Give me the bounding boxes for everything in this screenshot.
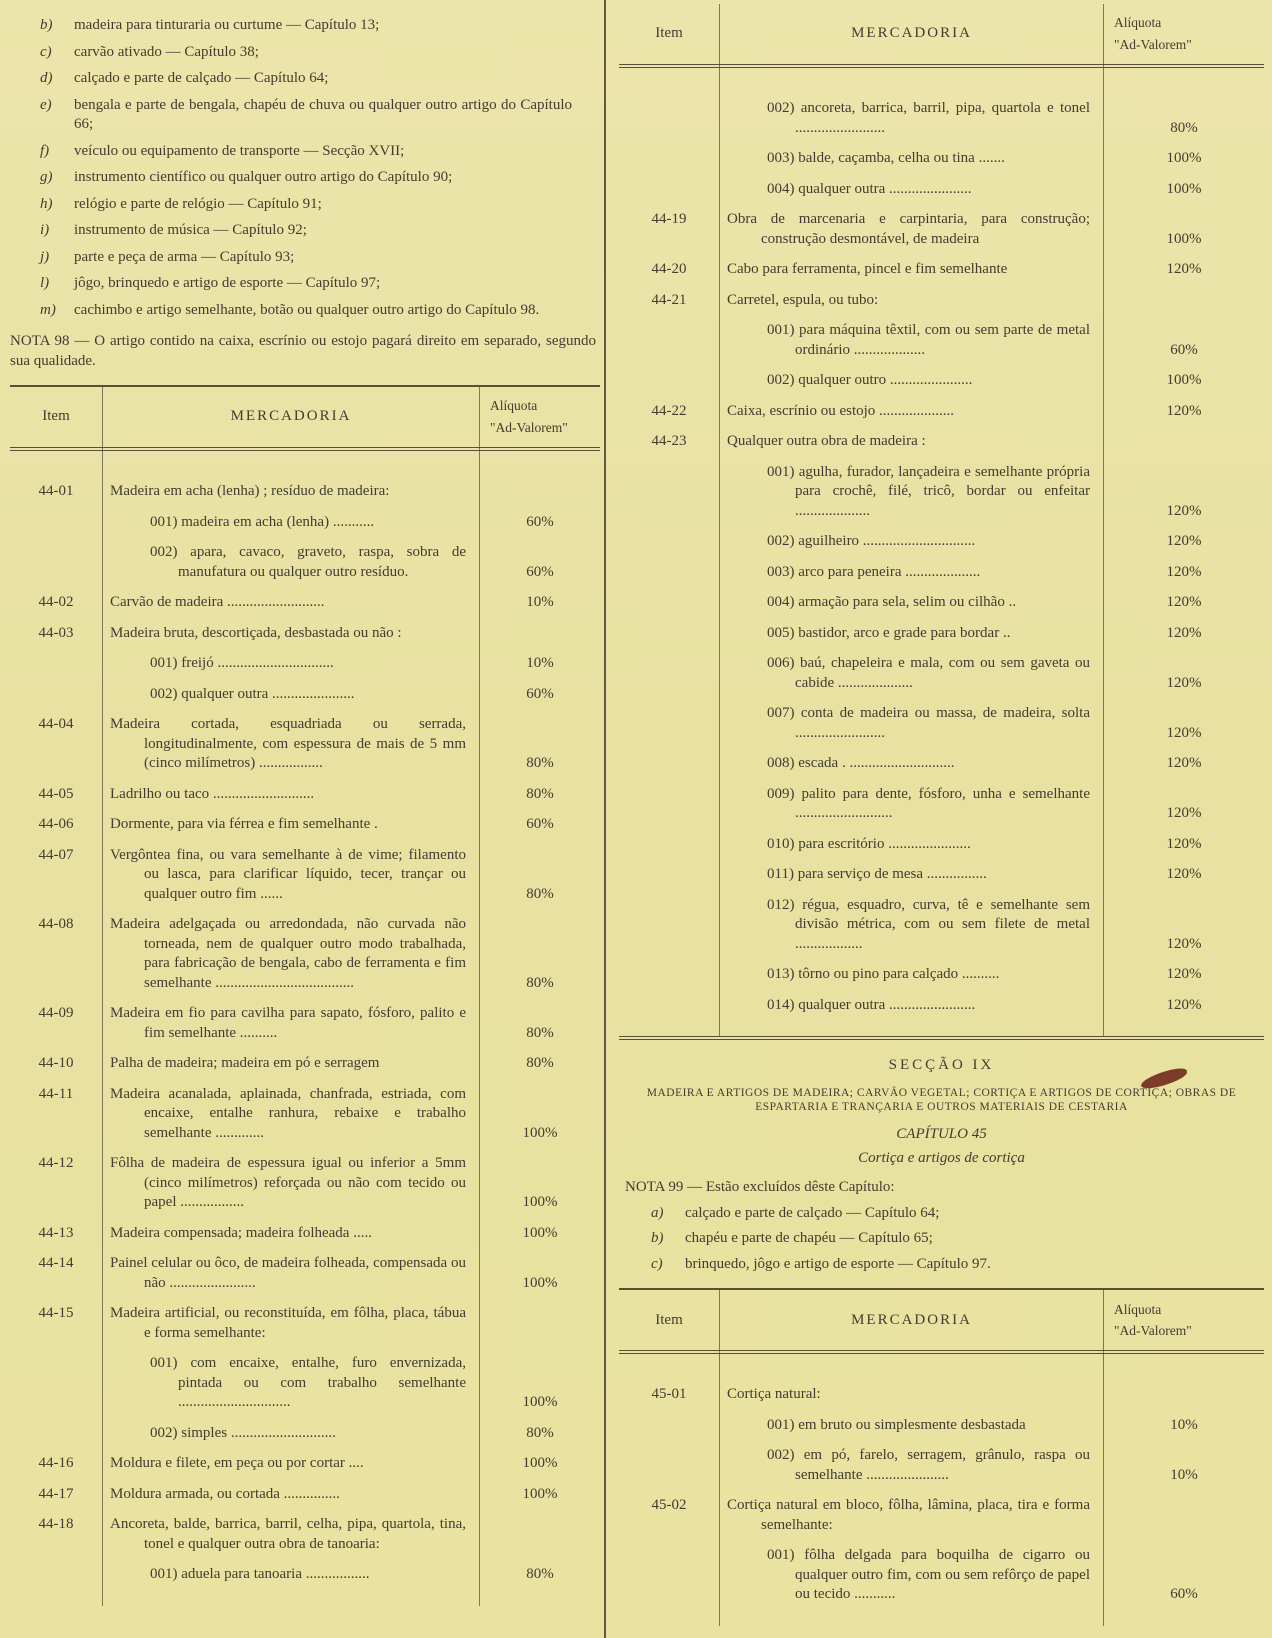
left-column [0,0,604,1638]
table-row [619,463,1264,522]
table-row [619,624,1264,644]
mercadoria-text: 002) simples ............................ [150,1424,336,1441]
item-code [619,624,719,644]
aliquota-value: 100% [1166,180,1202,197]
table-row [10,685,600,705]
column-rule [1103,1290,1104,1626]
header-mercadoria: MERCADORIA [851,1311,972,1328]
table-row [619,180,1264,200]
mercadoria-text: 010) para escritório ...................... [767,835,971,852]
column-rule [719,4,720,1036]
item-code: 44-23 [651,433,687,449]
item-code: 44-08 [38,916,74,932]
item-text: parte e peça de arma — Capítulo 93; [74,248,295,265]
table-row [10,1254,600,1293]
table-row [619,896,1264,955]
section-title: SECÇÃO IX [888,1057,995,1073]
item-code: 44-15 [38,1305,74,1321]
nota-99: NOTA 99 — Estão excluídos dêste Capítulo: [625,1179,895,1196]
item-code: 44-19 [651,211,687,227]
table-row [10,785,600,805]
table-row [10,1424,600,1444]
item-code: 44-10 [38,1055,74,1071]
item-code: 44-05 [38,785,74,802]
item-code: 44-20 [651,261,687,277]
header-mercadoria: MERCADORIA [851,25,972,42]
item-code: 44-12 [38,1155,74,1171]
table-row [619,996,1264,1016]
aliquota-value: 100% [522,1485,558,1502]
aliquota-value: 120% [1166,755,1202,771]
table-header [619,1290,1264,1354]
table-row [10,915,600,993]
aliquota-value: 100% [522,1124,558,1141]
mercadoria-text: 002) em pó, farelo, serragem, grânulo, raspa ou semelhante ...................... [767,1447,1090,1483]
item-code [619,704,719,743]
mercadoria-text: 001) aduela para tanoaria ................. [150,1566,370,1582]
aliquota-value: 10% [1170,1416,1198,1433]
item-code [619,1546,719,1605]
item-letter: c) [40,43,52,60]
mercadoria-text: Madeira compensada; madeira folheada ..... [110,1224,372,1241]
item-code [10,1424,102,1444]
table-body [619,1354,1264,1626]
table-row [619,593,1264,613]
table-row [10,1154,600,1213]
mercadoria-text: Madeira acanalada, aplainada, chanfrada, estriada, com encaixe, entalhe ranhura, rebaixe e trabalho semelhante ............. [110,1085,466,1141]
item-letter: j) [40,248,50,265]
table-row [10,1485,600,1505]
column-rule [1103,4,1104,1036]
column-rule [102,387,103,1606]
mercadoria-text: Madeira em acha (lenha) ; resíduo de madeira: [110,483,390,499]
header-item: Item [655,25,683,42]
item-letter: e) [40,96,52,113]
table-row [619,402,1264,422]
table-row [619,149,1264,169]
table-row [10,1224,600,1244]
chapter-subheading: Cortiça e artigos de cortiça [858,1149,1025,1166]
chapter-heading: CAPÍTULO 45 [896,1126,987,1143]
aliquota-value: 120% [1166,835,1202,852]
item-code: 44-04 [38,716,74,732]
item-code [619,654,719,693]
mercadoria-text: 002) qualquer outro ...................... [767,372,973,388]
mercadoria-text: 002) qualquer outra ...................... [150,685,355,702]
mercadoria-text: Ancoreta, balde, barrica, barril, celha, pipa, quartola, tina, tonel e qualquer outra obra de tanoaria: [110,1516,466,1552]
mercadoria-text: 001) agulha, furador, lançadeira e semelhante própria para crochê, filé, tricô, bordar ou enfeitar .................... [767,463,1090,519]
mercadoria-text: 003) balde, caçamba, celha ou tina ....... [767,150,1005,166]
aliquota-value: 120% [1166,966,1202,982]
aliquota-value: 100% [522,1224,558,1241]
mercadoria-text: Palha de madeira; madeira em pó e serragem [110,1055,380,1071]
exclusion-item [40,96,572,135]
exclusion-item [40,16,572,36]
aliquota-value: 10% [1170,1466,1198,1483]
mercadoria-text: 004) qualquer outra ...................... [767,180,972,197]
item-code: 44-11 [38,1085,74,1102]
bottom-tariff-table [619,1288,1264,1626]
table-row [619,1546,1264,1605]
table-row [619,965,1264,985]
item-letter: h) [40,195,53,212]
table-body [619,68,1264,1036]
item-text: jôgo, brinquedo e artigo de esporte — Capítulo 97; [74,275,381,291]
table-row [619,1446,1264,1485]
mercadoria-text: 001) freijó ............................... [150,655,334,671]
item-text: veículo ou equipamento de transporte — Secção XVII; [74,142,405,159]
exclusion-item [40,142,572,162]
item-code [10,1354,102,1413]
item-code: 44-09 [38,1005,74,1021]
aliquota-value: 100% [1166,230,1202,247]
aliquota-value: 120% [1166,502,1202,519]
item-text: cachimbo e artigo semelhante, botão ou qualquer outro artigo do Capítulo 98. [74,301,540,318]
aliquota-value: 100% [522,1394,558,1410]
item-text: instrumento de música — Capítulo 92; [74,222,307,238]
table-row [619,563,1264,583]
right-tariff-table [619,4,1264,1040]
aliquota-value: 60% [1170,341,1198,358]
item-code [619,563,719,583]
table-row [10,1454,600,1474]
table-row [619,835,1264,855]
item-code: 44-06 [38,816,74,832]
table-row [619,1416,1264,1436]
chapter-exclusions-list [10,16,600,320]
aliquota-value: 80% [526,974,554,991]
aliquota-value: 120% [1166,624,1202,641]
aliquota-value: 80% [1170,119,1198,136]
header-item: Item [655,1311,683,1328]
aliquota-value: 10% [526,594,554,610]
section-ix [625,1056,1258,1274]
table-row [619,291,1264,311]
table-row [619,654,1264,693]
table-row [10,513,600,533]
item-text: madeira para tinturaria ou curtume — Capítulo 13; [74,17,380,33]
mercadoria-text: Madeira adelgaçada ou arredondada, não curvada não torneada, nem de qualquer outro modo trabalhada, para fabricação de bengala, cabo de ferramenta e fim semelhante ..................................... [110,916,466,991]
mercadoria-text: Madeira bruta, descortiçada, desbastada ou não : [110,624,402,641]
table-row [619,532,1264,552]
mercadoria-text: 002) apara, cavaco, graveto, raspa, sobra de manufatura ou qualquer outro resíduo. [150,544,466,580]
aliquota-value: 80% [526,1424,554,1441]
item-letter: b) [651,1230,664,1247]
item-code [619,180,719,200]
aliquota-value: 100% [522,1274,558,1291]
exclusion-item [651,1204,1238,1224]
table-row [619,1385,1264,1405]
aliquota-value: 60% [1170,1586,1198,1603]
table-row [619,754,1264,774]
header-mercadoria: MERCADORIA [230,408,352,425]
exclusion-item [651,1255,1238,1275]
mercadoria-text: 006) baú, chapeleira e mala, com ou sem gaveta ou cabide .................... [767,655,1090,691]
aliquota-value: 80% [526,785,554,802]
exclusion-item [40,248,572,268]
item-code [619,149,719,169]
aliquota-value: 80% [526,755,554,771]
mercadoria-text: Ladrilho ou taco ........................... [110,785,315,802]
item-letter: i) [40,222,50,238]
mercadoria-text: 002) ancoreta, barrica, barril, pipa, quartola e tonel ........................ [767,100,1090,136]
item-letter: a) [651,1204,664,1221]
header-aliquota: Alíquota "Ad-Valorem" [1114,15,1192,52]
item-text: calçado e parte de calçado — Capítulo 64; [685,1204,940,1221]
item-code: 44-18 [38,1516,74,1532]
item-code [10,543,102,582]
item-code [619,996,719,1016]
item-code: 45-01 [651,1386,687,1403]
item-text: brinquedo, jôgo e artigo de esporte — Capítulo 97. [685,1255,991,1272]
table-row [10,1085,600,1144]
item-code [619,865,719,885]
exclusion-item [40,195,572,215]
mercadoria-text: 012) régua, esquadro, curva, tê e semelhante sem divisão métrica, com ou sem filete de metal .................. [767,896,1090,952]
mercadoria-text: Cortiça natural: [727,1386,821,1403]
item-code: 44-21 [651,291,687,308]
item-code [619,463,719,522]
item-code [619,965,719,985]
item-code: 44-01 [38,483,74,499]
item-code [619,532,719,552]
item-text: calçado e parte de calçado — Capítulo 64; [74,70,329,86]
aliquota-value: 120% [1166,805,1202,821]
aliquota-value: 120% [1166,563,1202,580]
mercadoria-text: Cortiça natural em bloco, fôlha, lâmina, placa, tira e forma semelhante: [727,1497,1090,1533]
mercadoria-text: Cabo para ferramenta, pincel e fim semelhante [727,261,1008,277]
item-code [619,896,719,955]
exclusion-item [40,69,572,89]
mercadoria-text: Madeira cortada, esquadriada ou serrada, longitudinalmente, com espessura de mais de 5 mm (cinco milímetros) ................. [110,716,466,771]
table-row [619,210,1264,249]
table-header [10,387,600,451]
left-tariff-table [10,385,600,1606]
item-code [619,593,719,613]
aliquota-value: 80% [526,1055,554,1071]
aliquota-value: 120% [1166,724,1202,741]
mercadoria-text: 008) escada . ............................ [767,755,955,771]
header-item: Item [42,408,70,425]
item-code [619,1416,719,1436]
aliquota-value: 120% [1166,594,1202,610]
column-rule [479,387,480,1606]
table-row [10,715,600,774]
aliquota-value: 100% [522,1455,558,1471]
table-row [10,624,600,644]
item-letter: c) [651,1255,663,1272]
aliquota-value: 120% [1166,866,1202,882]
item-code [619,1446,719,1485]
item-code [619,785,719,824]
aliquota-value: 120% [1166,533,1202,549]
table-row [10,593,600,613]
mercadoria-text: Madeira em fio para cavilha para sapato, fósforo, palito e fim semelhante .......... [110,1005,466,1041]
exclusion-item [40,274,572,294]
item-code: 45-02 [651,1497,687,1514]
mercadoria-text: Moldura armada, ou cortada ............... [110,1485,340,1502]
mercadoria-text: Vergôntea fina, ou vara semelhante à de vime; filamento ou lasca, para clarificar líquido, tecer, trançar ou qualquer outro fim ...... [110,846,466,902]
table-row [10,1054,600,1074]
mercadoria-text: Caixa, escrínio ou estojo .................... [727,402,955,419]
item-code [10,1565,102,1585]
item-code: 44-22 [651,402,687,419]
mercadoria-text: 001) em bruto ou simplesmente desbastada [767,1416,1026,1433]
aliquota-value: 100% [1166,150,1202,166]
aliquota-value: 100% [1166,372,1202,388]
aliquota-value: 80% [526,1024,554,1041]
table-header [619,4,1264,68]
item-code [619,321,719,360]
chapter-45-exclusions-list [625,1204,1258,1275]
aliquota-value: 80% [526,885,554,902]
item-letter: m) [40,301,56,318]
item-text: chapéu e parte de chapéu — Capítulo 65; [685,1230,933,1247]
mercadoria-text: Painel celular ou ôco, de madeira folheada, compensada ou não ....................... [110,1255,466,1291]
table-row [10,1565,600,1585]
item-code [619,371,719,391]
mercadoria-text: 002) aguilheiro .............................. [767,533,976,549]
aliquota-value: 60% [526,563,554,580]
table-row [619,704,1264,743]
item-code [10,513,102,533]
right-column [607,0,1272,1638]
mercadoria-text: 001) para máquina têxtil, com ou sem parte de metal ordinário ................... [767,322,1090,358]
table-row [10,543,600,582]
mercadoria-text: 014) qualquer outra ....................... [767,996,976,1013]
mercadoria-text: Qualquer outra obra de madeira : [727,433,926,449]
item-code: 44-03 [38,624,74,641]
item-code: 44-13 [38,1224,74,1241]
mercadoria-text: 001) madeira em acha (lenha) ........... [150,513,375,530]
table-row [10,1354,600,1413]
mercadoria-text: 011) para serviço de mesa ................ [767,866,987,882]
table-row [619,865,1264,885]
table-row [10,846,600,905]
item-code [10,685,102,705]
table-row [10,654,600,674]
mercadoria-text: Carvão de madeira .......................... [110,594,325,610]
item-code [619,754,719,774]
mercadoria-text: Dormente, para via férrea e fim semelhante . [110,816,378,832]
item-code: 44-14 [38,1255,74,1271]
mercadoria-text: 005) bastidor, arco e grade para bordar .. [767,624,1011,641]
mercadoria-text: 013) tôrno ou pino para calçado .......... [767,966,1000,982]
column-rule [719,1290,720,1626]
item-code [10,654,102,674]
aliquota-value: 100% [522,1194,558,1210]
exclusion-item [651,1229,1238,1249]
table-row [619,321,1264,360]
table-row [619,432,1264,452]
item-letter: d) [40,70,53,86]
mercadoria-text: Madeira artificial, ou reconstituída, em fôlha, placa, tábua e forma semelhante: [110,1305,466,1341]
table-body [10,451,600,1606]
item-letter: l) [40,275,50,291]
mercadoria-text: Moldura e filete, em peça ou por cortar .... [110,1455,364,1471]
aliquota-value: 10% [526,655,554,671]
header-aliquota: Alíquota "Ad-Valorem" [490,398,568,435]
item-code [619,835,719,855]
table-row [619,99,1264,138]
table-row [10,1304,600,1343]
table-row [619,1496,1264,1535]
table-row [10,1515,600,1554]
header-aliquota: Alíquota "Ad-Valorem" [1114,1301,1192,1339]
item-code [619,99,719,138]
aliquota-value: 120% [1166,402,1202,419]
mercadoria-text: 009) palito para dente, fósforo, unha e semelhante .......................... [767,785,1090,821]
table-row [619,371,1264,391]
aliquota-value: 80% [526,1566,554,1582]
item-text: carvão ativado — Capítulo 38; [74,43,259,60]
mercadoria-text: Carretel, espula, ou tubo: [727,291,879,308]
table-row [619,260,1264,280]
section-subtitle: MADEIRA E ARTIGOS DE MADEIRA; CARVÃO VEGETAL; CORTIÇA E ARTIGOS DE CORTIÇA; OBRAS DE ESPARTARIA E TRANÇARIA E OUTROS MATERIAIS DE CESTARIA [646,1086,1237,1114]
mercadoria-text: 007) conta de madeira ou massa, de madeira, solta ........................ [767,705,1090,741]
item-text: relógio e parte de relógio — Capítulo 91; [74,195,322,212]
item-letter: f) [40,142,50,159]
item-code: 44-02 [38,594,74,610]
exclusion-item [40,168,572,188]
item-code: 44-16 [38,1455,74,1471]
item-text: instrumento científico ou qualquer outro artigo do Capítulo 90; [74,169,453,185]
table-row [10,815,600,835]
aliquota-value: 120% [1166,935,1202,952]
table-row [10,1004,600,1043]
item-code: 44-17 [38,1485,74,1502]
nota-98: NOTA 98 — O artigo contido na caixa, escrínio ou estojo pagará direito em separado, segundo sua qualidade. [10,333,596,369]
aliquota-value: 60% [526,816,554,832]
mercadoria-text: 003) arco para peneira .................... [767,563,981,580]
aliquota-value: 120% [1166,996,1202,1013]
item-text: bengala e parte de bengala, chapéu de chuva ou qualquer outro artigo do Capítulo 66; [74,96,572,132]
aliquota-value: 120% [1166,674,1202,691]
aliquota-value: 60% [526,685,554,702]
exclusion-item [40,43,572,63]
mercadoria-text: 004) armação para sela, selim ou cilhão .. [767,594,1017,610]
mercadoria-text: Fôlha de madeira de espessura igual ou inferior a 5mm (cinco milímetros) reforçada ou não com tecido ou papel ................. [110,1155,466,1210]
item-letter: b) [40,17,53,33]
exclusion-item [40,221,572,241]
aliquota-value: 120% [1166,261,1202,277]
table-row [619,785,1264,824]
aliquota-value: 60% [526,513,554,530]
exclusion-item [40,301,572,321]
mercadoria-text: 001) com encaixe, entalhe, furo envernizada, pintada ou com trabalho semelhante .............................. [150,1355,466,1410]
mercadoria-text: Obra de marcenaria e carpintaria, para construção; construção desmontável, de madeira [727,211,1090,247]
mercadoria-text: 001) fôlha delgada para boquilha de cigarro ou qualquer outro fim, com ou sem refôrço de papel ou tecido ........... [767,1547,1090,1603]
item-code: 44-07 [38,846,74,863]
table-row [10,482,600,502]
item-letter: g) [40,169,53,185]
